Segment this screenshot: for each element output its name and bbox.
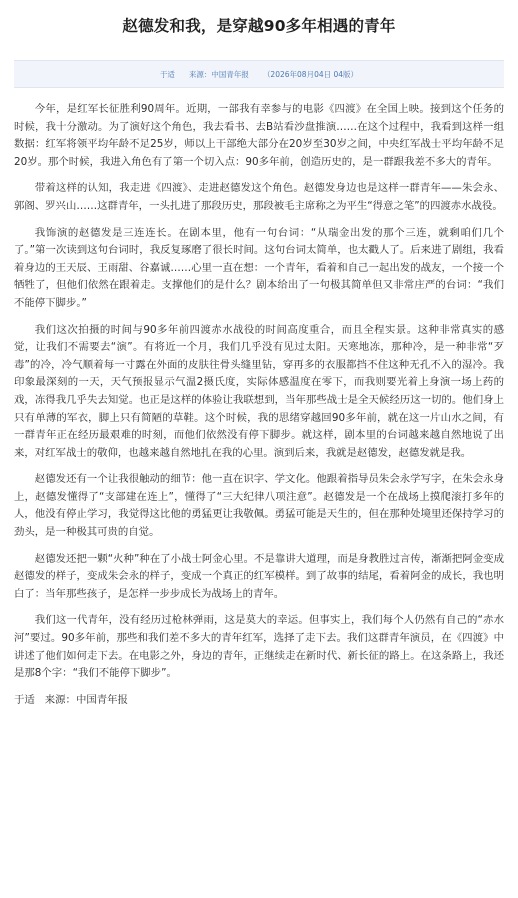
meta-date: （2026年08月04日 04版） xyxy=(262,69,359,79)
article-meta xyxy=(14,60,504,88)
article-footer xyxy=(14,692,504,710)
article-body xyxy=(14,101,504,683)
meta-source: 来源：中国青年报 xyxy=(188,69,249,79)
article-paragraph: 我们这一代青年，没有经历过枪林弹雨，这是莫大的幸运。但事实上，我们每个人仍然有自己的“赤水河”要过。90多年前，那些和我们差不多大的青年红军，选择了走下去。我们这群青年演员，在《四渡》中讲述了他们如何走下去。在电影之外，身边的青年，正继续走在新时代、新长征的路上。在这条路上，我还是那8个字：“我们不能停下脚步”。 xyxy=(14,614,504,680)
article-paragraph: 我们这次拍摄的时间与90多年前四渡赤水战役的时间高度重合，而且全程实景。这种非常真实的感觉，让我们不需要去“演”。有将近一个月，我们几乎没有见过太阳。天寒地冻，那种冷，是一种非常“歹毒”的冷，冷气顺着每一寸露在外面的皮肤往骨头缝里钻，穿再多的衣服都挡不住这种无孔不入的湿冷。我印象最深刻的一天，天气预报显示气温2摄氏度，实际体感温度在零下，而我则要光着上身演一场上药的戏，冻得我几乎失去知觉。也正是这样的体验让我联想到，当年那些战士是全天候经历这一切的。他们身上只有单薄的军衣，脚上只有简陋的草鞋。这个时候，我的思绪穿越回90多年前，就在这一片山水之间，有一群青年正在经历最艰难的时刻，而他们依然没有停下脚步。就这样，剧本里的台词越来越自然地说了出来，对红军战士的敬仰，也越来越自然地扎在我的心里。演到后来，我就是赵德发，赵德发就是我。 xyxy=(14,323,504,459)
article-paragraph: 带着这样的认知，我走进《四渡》、走进赵德发这个角色。赵德发身边也是这样一群青年——朱会永、郭阁、罗兴山……这群青年，一头扎进了那段历史，那段被毛主席称之为平生“得意之笔”的四渡赤水战役。 xyxy=(14,182,504,212)
meta-author: 于适 xyxy=(159,69,175,79)
footer-source: 来源：中国青年报 xyxy=(44,693,128,706)
article-title: 赵德发和我，是穿越90多年相遇的青年 xyxy=(122,17,396,35)
article-paragraph: 今年，是红军长征胜利90周年。近期，一部我有幸参与的电影《四渡》在全国上映。接到这个任务的时候，我十分激动。为了演好这个角色，我去看书、去B站看沙盘推演……在这个过程中，我看到这样一组数据：红军将领平均年龄不足25岁，师以上干部绝大部分在20岁至30岁之间，中央红军战士平均年龄不足20岁。那个时候，我进入角色有了第一个切入点：90多年前，创造历史的，是一群跟我差不多大的青年。 xyxy=(14,103,504,168)
article-paragraph: 赵德发还把一颗“火种”种在了小战士阿金心里。不是靠讲大道理，而是身教胜过言传，渐渐把阿金变成赵德发的样子，变成朱会永的样子，变成一个真正的红军模样。到了故事的结尾，看着阿金的成长，我也明白了：当年那些孩子，是怎样一步步成长为战场上的青年。 xyxy=(14,552,504,600)
footer-author: 于适 xyxy=(14,693,35,706)
article-paragraph: 赵德发还有一个让我很触动的细节：他一直在识字、学文化。他跟着指导员朱会永学写字，在朱会永身上，赵德发懂得了“支部建在连上”，懂得了“三大纪律八项注意”。赵德发是一个在战场上摸爬滚打多年的人，他没有停止学习，我觉得这比他的勇猛更让我敬佩。勇猛可能是天生的，但在那种处境里还保持学习的劲头，是一种极其可贵的自觉。 xyxy=(14,473,504,539)
article-paragraph: 我饰演的赵德发是三连连长。在剧本里，他有一句台词：“从瑞金出发的那个三连，就剩咱们几个了。”第一次读到这句台词时，我反复琢磨了很长时间。这句台词太简单，也太戳人了。后来进了剧组，我看着身边的王天辰、王雨甜、谷嘉诚……心里一直在想：一个青年，看着和自己一起出发的战友，一个接一个牺牲了，但他们依然在跟着走。支撑他们的是什么？剧本给出了一句极其简单但又非常庄严的台词：“我们不能停下脚步。” xyxy=(14,226,504,309)
